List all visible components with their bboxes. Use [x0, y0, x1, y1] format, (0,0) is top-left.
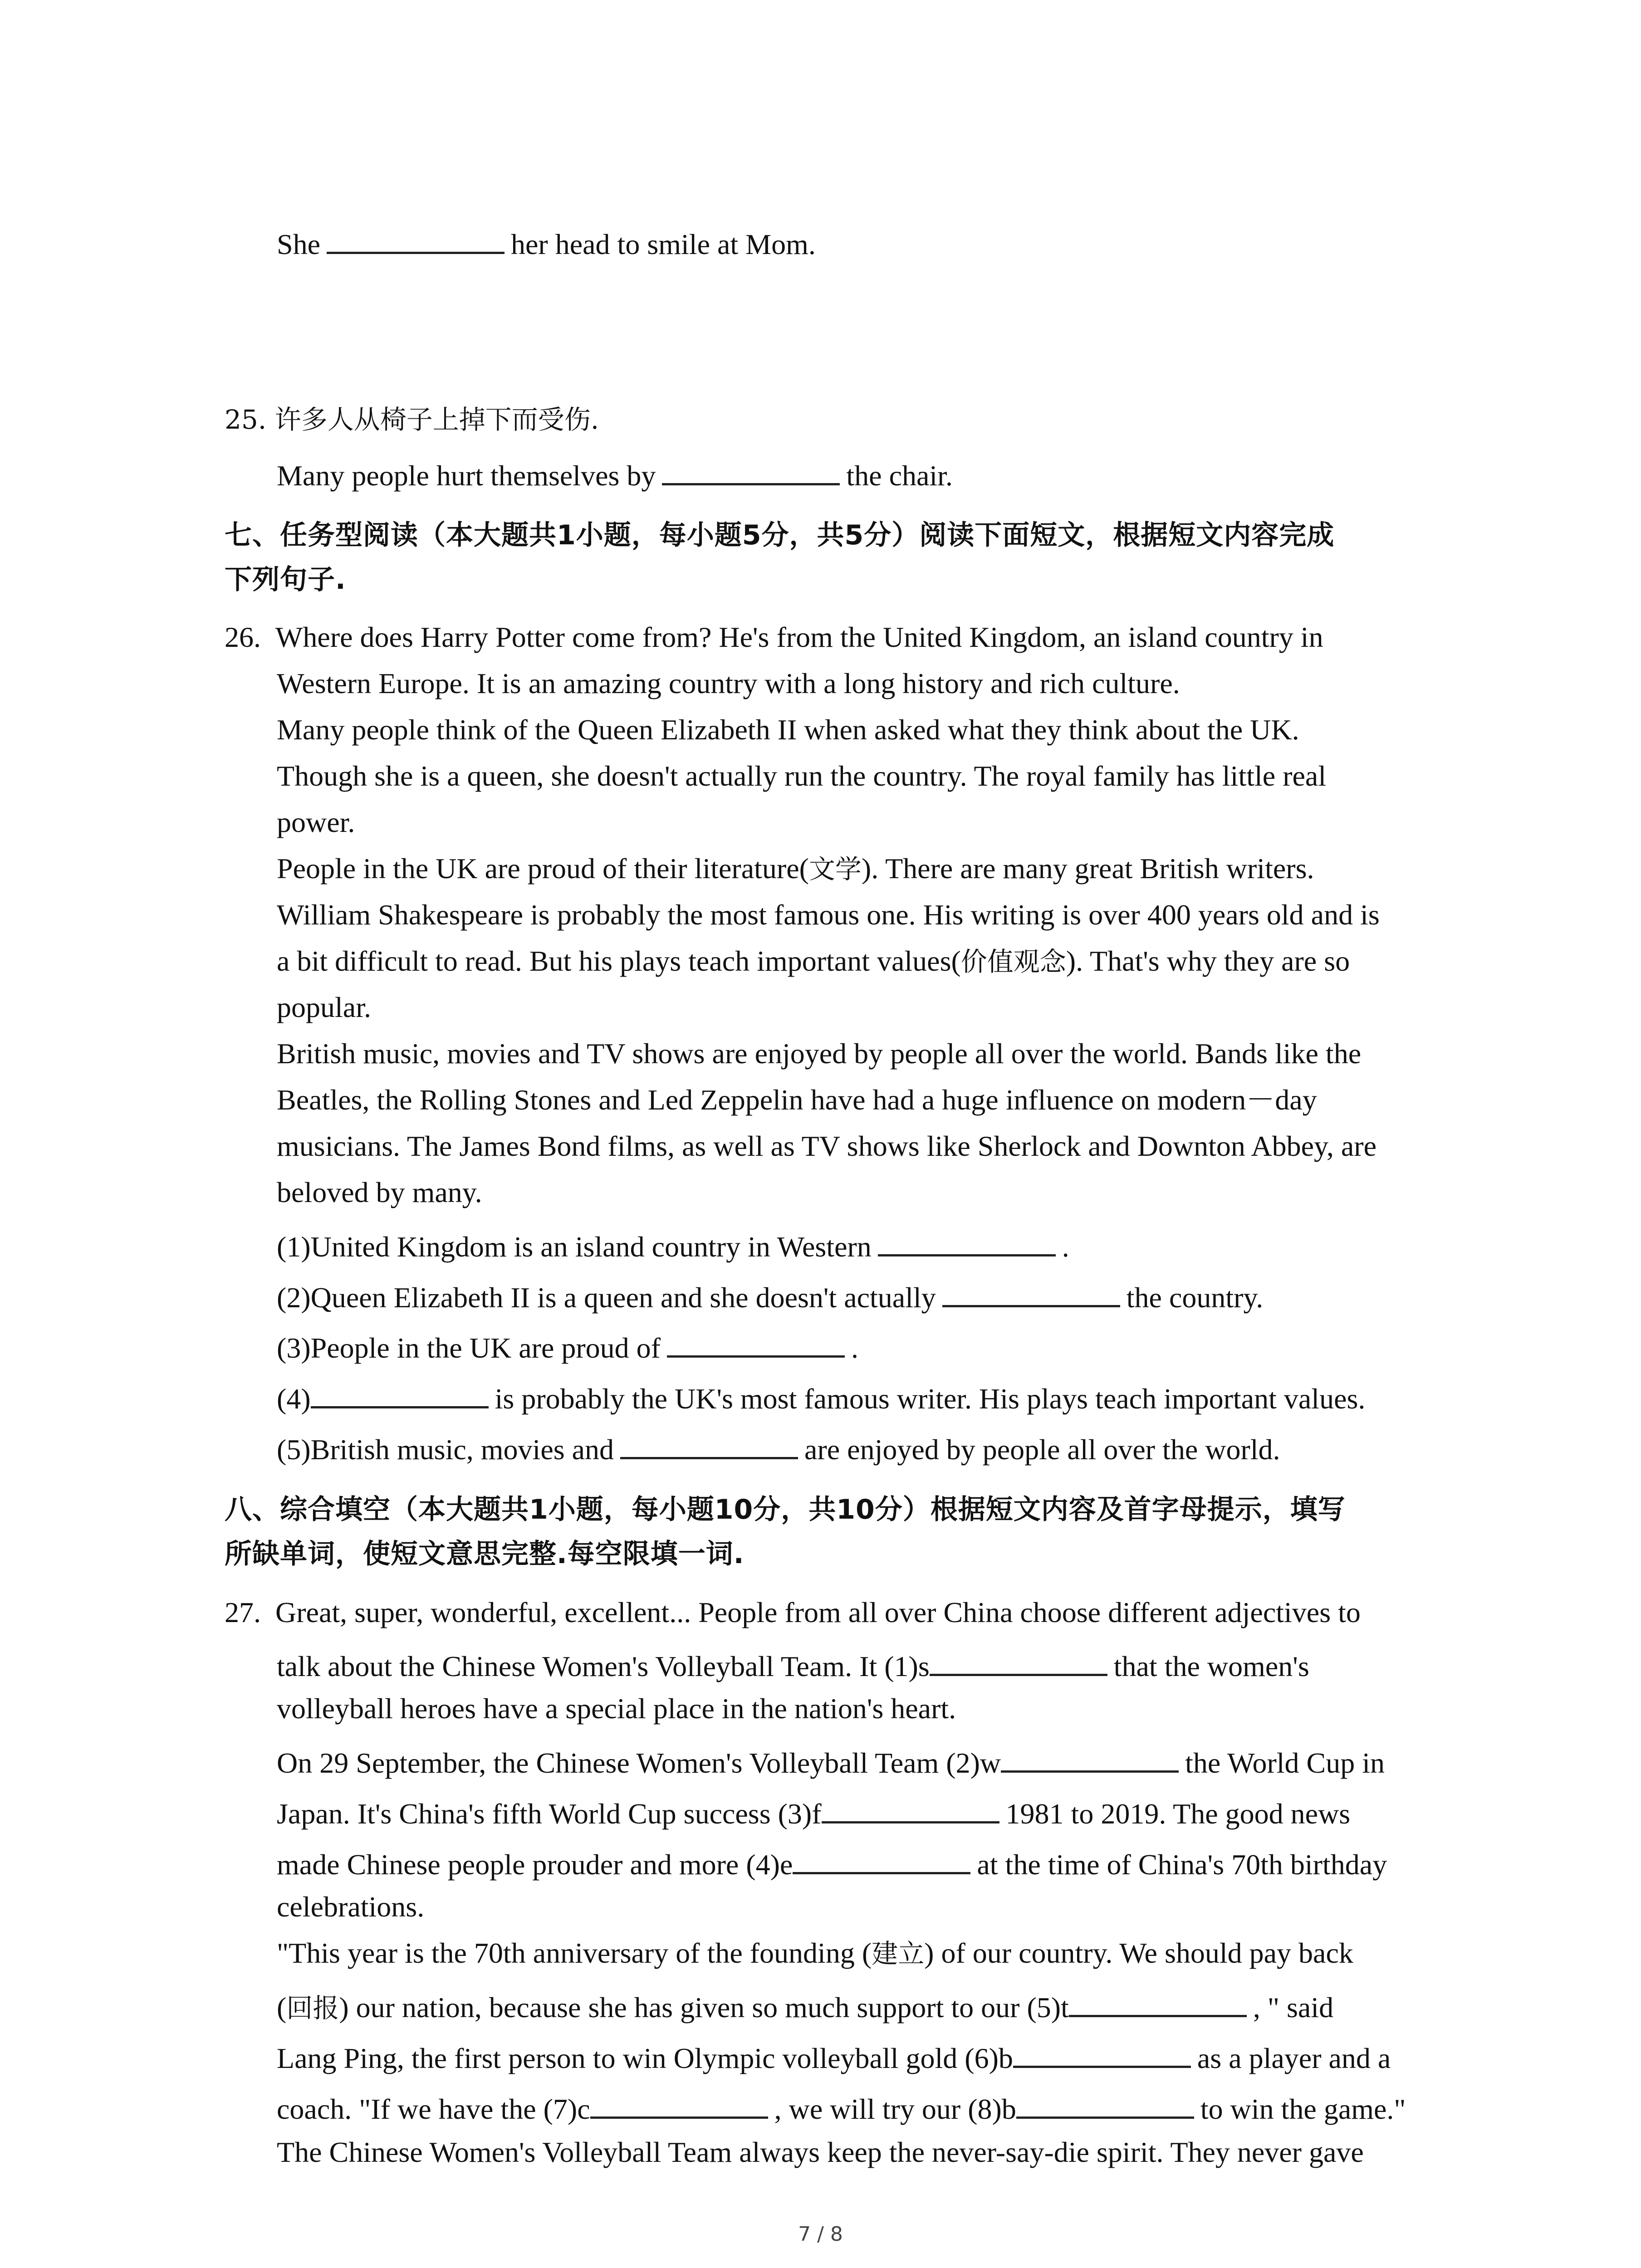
q26-item-2-blank[interactable]: [942, 1273, 1120, 1307]
q26-text: Where does Harry Potter come from? He's from the United Kingdom, an island country in: [275, 621, 1323, 653]
q27-text: Japan. It's China's fifth World Cup success (3)f: [277, 1798, 822, 1830]
q27-line-12: The Chinese Women's Volleyball Team always keep the never-say-die spirit. They never gave: [277, 2136, 1364, 2168]
q26-line-8: [277, 941, 1350, 982]
q27-text: to win the game.": [1200, 2093, 1406, 2125]
q27-text: Lang Ping, the first person to win Olympic volleyball gold (6)b: [277, 2042, 1013, 2074]
q25-number: 25.: [225, 404, 267, 435]
q26-line-3: Many people think of the Queen Elizabeth II when asked what they think about the UK.: [277, 714, 1299, 746]
q26-line-13: beloved by many.: [277, 1176, 482, 1208]
q26-text: People in the UK are proud of their literature(: [277, 852, 809, 885]
q27-number: 27.: [225, 1596, 261, 1628]
q24-pre: She: [277, 228, 320, 260]
q26-item-4: [277, 1374, 1365, 1419]
q26-line-4: Though she is a queen, she doesn't actually run the country. The royal family has little real: [277, 760, 1327, 792]
gloss-founding: 建立: [872, 1938, 925, 1969]
q26-item-2: [277, 1273, 1263, 1318]
q26-line-2: Western Europe. It is an amazing country with a long history and rich culture.: [277, 667, 1180, 699]
item-pre: (2)Queen Elizabeth II is a queen and she doesn't actually: [277, 1281, 936, 1314]
q26-line-9: popular.: [277, 991, 371, 1023]
q24-post: her head to smile at Mom.: [511, 228, 816, 260]
q26-line-11: Beatles, the Rolling Stones and Led Zeppelin have had a huge influence on modern－day: [277, 1084, 1317, 1116]
q27-blank-8[interactable]: [1016, 2085, 1194, 2119]
q26-item-1-blank[interactable]: [878, 1222, 1056, 1256]
item-post: .: [1062, 1231, 1069, 1263]
q26-line-1: [225, 617, 1323, 658]
q27-line-8: [277, 1933, 1353, 1974]
q27-text: 1981 to 2019. The good news: [1005, 1798, 1351, 1830]
q27-blank-2[interactable]: [1001, 1739, 1179, 1773]
q26-item-3-blank[interactable]: [667, 1324, 845, 1358]
gloss-literature: 文学: [808, 854, 862, 885]
q27-text: ) of our country. We should pay back: [924, 1937, 1353, 1969]
item-pre: (1)United Kingdom is an island country in Western: [277, 1231, 872, 1263]
q27-blank-7[interactable]: [590, 2085, 768, 2119]
q27-text: the World Cup in: [1185, 1747, 1385, 1779]
q27-line-7: celebrations.: [277, 1891, 425, 1923]
q27-text: , we will try our (8)b: [774, 2093, 1016, 2125]
q27-line-4: [277, 1739, 1385, 1784]
q27-text: ) our nation, because she has given so much support to our (5)t: [339, 1991, 1069, 2024]
q26-line-10: British music, movies and TV shows are enjoyed by people all over the world. Bands like the: [277, 1037, 1362, 1070]
q27-line-10: [277, 2034, 1391, 2079]
q27-blank-4[interactable]: [793, 1840, 970, 1874]
q27-blank-3[interactable]: [822, 1789, 999, 1823]
q27-text: Great, super, wonderful, excellent... People from all over China choose different adjectives to: [275, 1596, 1361, 1628]
item-post: is probably the UK's most famous writer. His plays teach important values.: [495, 1383, 1366, 1415]
q25-blank[interactable]: [662, 451, 840, 485]
item-pre: (4): [277, 1383, 311, 1415]
q26-line-12: musicians. The James Bond films, as well as TV shows like Sherlock and Downton Abbey, are: [277, 1130, 1376, 1162]
q26-item-5-blank[interactable]: [620, 1425, 798, 1459]
q27-line-2: [277, 1642, 1309, 1687]
q27-text: "This year is the 70th anniversary of the founding (: [277, 1937, 872, 1969]
q27-text: at the time of China's 70th birthday: [977, 1848, 1387, 1881]
q26-text: ). There are many great British writers.: [861, 852, 1314, 885]
q25-chinese: [225, 399, 599, 440]
q27-blank-5[interactable]: [1069, 1983, 1247, 2017]
q24-blank[interactable]: [327, 220, 505, 254]
q27-text: (: [277, 1991, 287, 2024]
q27-blank-1[interactable]: [930, 1642, 1107, 1676]
q26-item-1: [277, 1222, 1069, 1267]
section8-heading-line1: 八、综合填空（本大题共1小题，每小题10分，共10分）根据短文内容及首字母提示，填写: [225, 1494, 1346, 1525]
q26-text: ). That's why they are so: [1066, 945, 1350, 977]
gloss-values: 价值观念: [960, 946, 1066, 977]
q26-text: a bit difficult to read. But his plays teach important values(: [277, 945, 961, 977]
q26-item-4-blank[interactable]: [311, 1374, 489, 1408]
q27-text: coach. "If we have the (7)c: [277, 2093, 590, 2125]
item-post: .: [851, 1332, 858, 1364]
q27-text: talk about the Chinese Women's Volleyball Team. It (1)s: [277, 1650, 930, 1682]
q27-text: , " said: [1253, 1991, 1334, 2024]
q24-answer-line: [277, 220, 816, 265]
q26-line-5: power.: [277, 806, 355, 838]
q26-line-6: [277, 848, 1314, 890]
section7-heading-line2: 下列句子.: [225, 564, 346, 596]
q27-line-3: volleyball heroes have a special place in the nation's heart.: [277, 1692, 956, 1725]
q26-item-5: [277, 1425, 1280, 1470]
q27-line-9: [277, 1983, 1333, 2028]
q27-line-6: [277, 1840, 1387, 1885]
q27-text: that the women's: [1113, 1650, 1309, 1682]
page-number: 7 / 8: [798, 2223, 843, 2246]
item-pre: (3)People in the UK are proud of: [277, 1332, 661, 1364]
q27-line-1: [225, 1592, 1361, 1633]
item-post: are enjoyed by people all over the world.: [804, 1433, 1280, 1466]
q27-line-11: [277, 2085, 1406, 2130]
q26-line-7: William Shakespeare is probably the most famous one. His writing is over 400 years old and is: [277, 899, 1380, 931]
q26-number: 26.: [225, 621, 261, 653]
q27-blank-6[interactable]: [1013, 2034, 1191, 2068]
q27-text: On 29 September, the Chinese Women's Volleyball Team (2)w: [277, 1747, 1001, 1779]
q26-item-3: [277, 1324, 858, 1369]
q25-prompt: 许多人从椅子上掉下而受伤.: [274, 404, 599, 435]
q25-post: the chair.: [846, 459, 953, 492]
q25-answer-line: [277, 451, 953, 496]
item-post: the country.: [1126, 1281, 1264, 1314]
q27-text: made Chinese people prouder and more (4)e: [277, 1848, 793, 1881]
item-pre: (5)British music, movies and: [277, 1433, 614, 1466]
q27-line-5: [277, 1789, 1350, 1834]
section7-heading-line1: 七、任务型阅读（本大题共1小题，每小题5分，共5分）阅读下面短文，根据短文内容完成: [225, 519, 1335, 551]
gloss-pay-back: 回报: [286, 1993, 339, 2024]
section8-heading-line2: 所缺单词，使短文意思完整.每空限填一词.: [225, 1538, 745, 1570]
q27-text: as a player and a: [1197, 2042, 1391, 2074]
q25-pre: Many people hurt themselves by: [277, 459, 656, 492]
